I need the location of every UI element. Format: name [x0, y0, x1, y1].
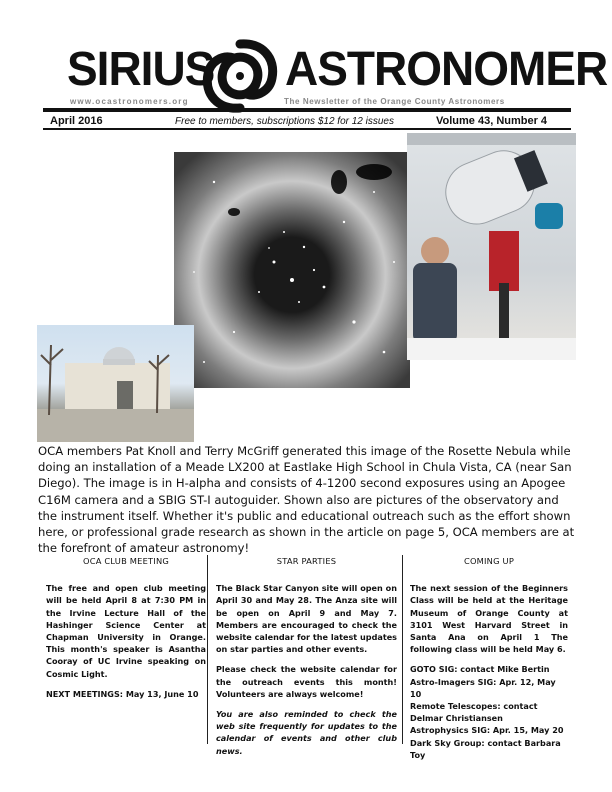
- sig-line: GOTO SIG: contact Mike Bertin: [410, 664, 550, 675]
- column-divider-1: [207, 555, 208, 744]
- sig-line: Astrophysics SIG: Apr. 15, May 20: [410, 725, 564, 736]
- observatory-photo: [37, 325, 194, 442]
- sig-line: Astro-Imagers SIG: Apr. 12, May 10: [410, 676, 556, 699]
- coming-up-heading: COMING UP: [463, 556, 515, 566]
- club-meeting-column: [46, 555, 206, 708]
- beginners-class-text: The next session of the Beginners Class will be held at the Heritage Museum of Orange County at 3101 West Harvard Street in Santa Ana on April 1 The following class will be held May 6.: [410, 583, 568, 655]
- header-rule-top: [43, 108, 571, 112]
- sig-line: Dark Sky Group: contact Barbara Toy: [410, 737, 561, 760]
- masthead-title-left: SIRIUS: [67, 40, 215, 96]
- issue-volume: Volume 43, Number 4: [436, 115, 548, 127]
- masthead-url[interactable]: www.ocastronomers.org: [70, 97, 189, 106]
- club-meeting-heading: OCA CLUB MEETING: [82, 556, 170, 566]
- telescope-installation-photo: [407, 133, 576, 360]
- star-parties-text: The Black Star Canyon site will open on April 30 and May 28. The Anza site will be open on April 9 and May 7. Members are encouraged to check the website calendar for the latest updates on star parties and other events.: [216, 583, 397, 655]
- star-parties-heading: STAR PARTIES: [276, 556, 337, 566]
- subscription-note: Free to members, subscriptions $12 for 12 issues: [175, 116, 394, 127]
- coming-up-column: [410, 555, 568, 761]
- sig-line: Remote Telescopes: contact Delmar Christiansen: [410, 701, 538, 724]
- star-parties-column: [216, 555, 397, 765]
- next-meetings-text: NEXT MEETINGS: May 13, June 10: [46, 688, 199, 699]
- masthead-tagline: The Newsletter of the Orange County Astronomers: [284, 97, 505, 106]
- galaxy-logo-icon: [200, 38, 280, 114]
- rosette-nebula-photo: [174, 152, 410, 388]
- cover-caption: OCA members Pat Knoll and Terry McGriff generated this image of the Rosette Nebula while doing an installation of a Meade LX200 at Eastlake High School in Chula Vista, CA (near San Diego). The image is in H-alpha and consists of 4-1200 second exposures using an Apogee C16M camera and a SBIG ST-I autoguider. Shown also are pictures of the observatory and the instrument itself. Whether it's public and educational outreach such as the effort shown here, or professional grade research as shown in the article on page 5, OCA members are at the forefront of amateur astronomy!: [38, 444, 575, 556]
- club-meeting-text: The free and open club meeting will be held April 8 at 7:30 PM in the Irvine Lecture Hall of the Hashinger Science Center at Chapman University in Orange. This month's speaker is Asantha Cooray of UC Irvine speaking on Cosmic Light.: [46, 583, 206, 679]
- star-parties-reminder-text: You are also reminded to check the web site frequently for updates to the calendar of events and other club news.: [216, 709, 397, 756]
- masthead-title-right: ASTRONOMER: [285, 40, 608, 96]
- star-parties-calendar-text: Please check the website calendar for the outreach events this month! Volunteers are always welcome!: [216, 664, 397, 699]
- issue-date: April 2016: [50, 115, 103, 127]
- header-rule-bottom: [43, 128, 571, 130]
- column-divider-2: [402, 555, 403, 744]
